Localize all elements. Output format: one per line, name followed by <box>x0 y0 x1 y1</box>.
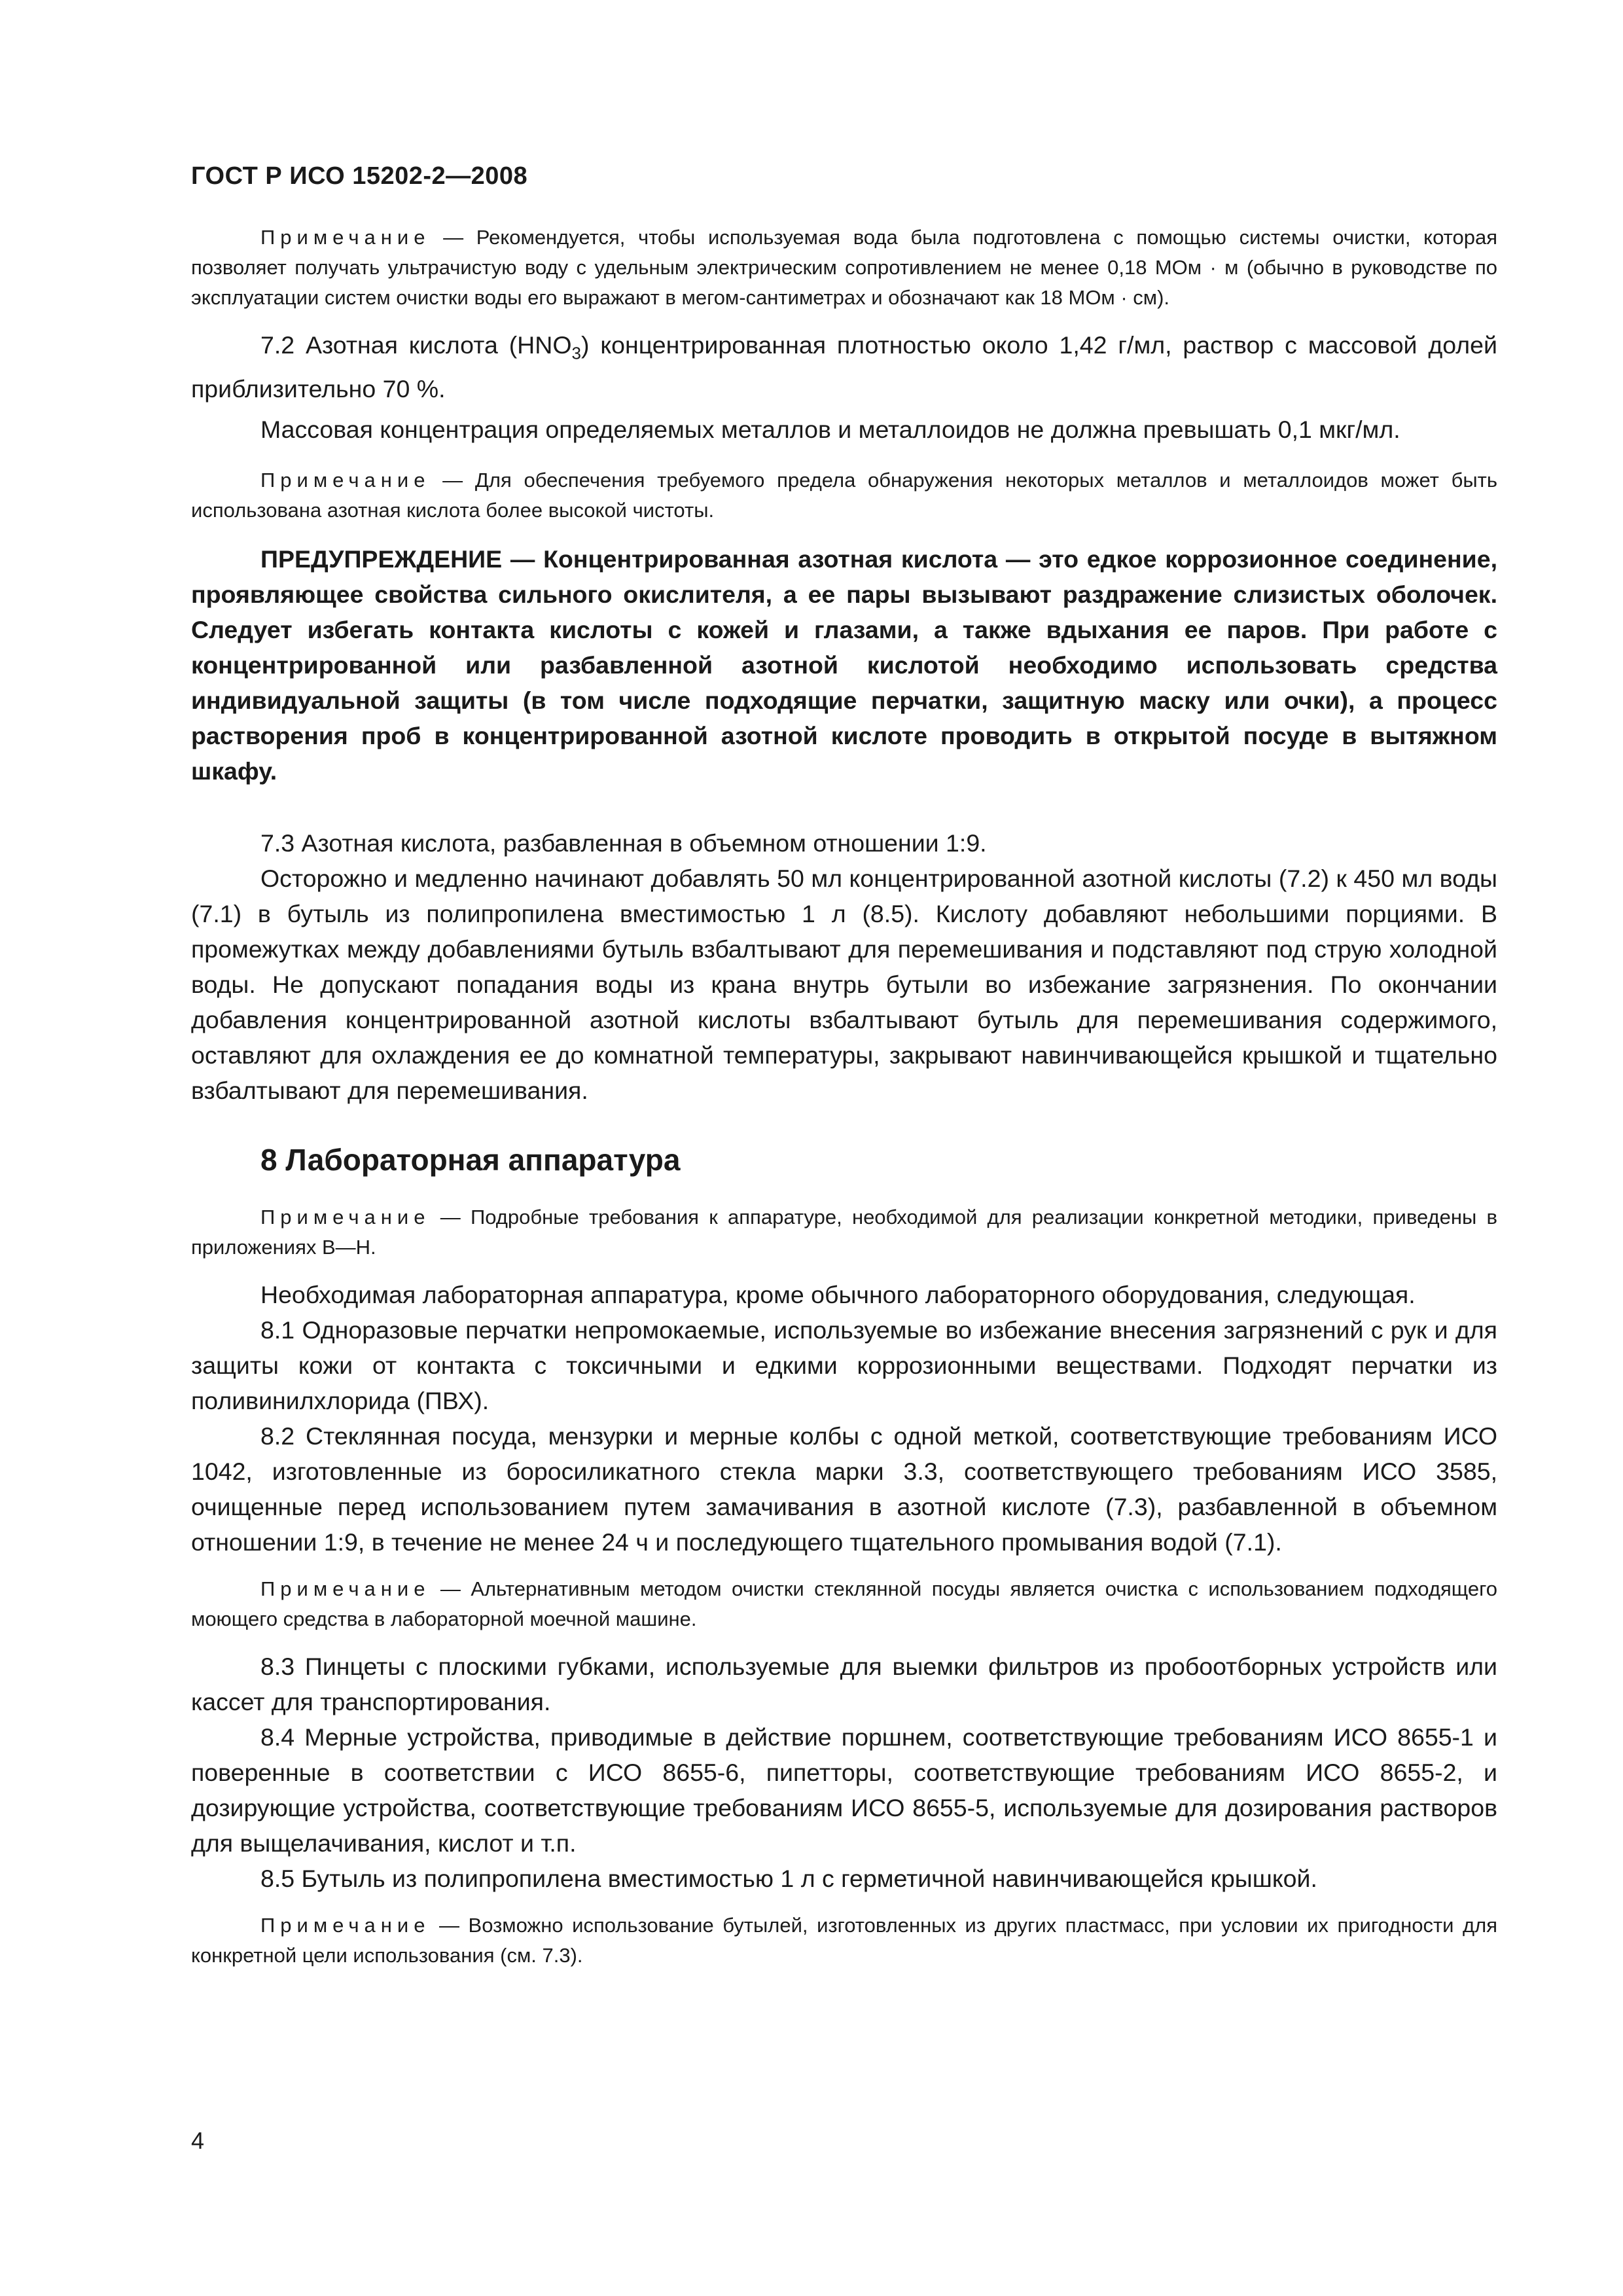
note-label: Примечание <box>260 226 431 249</box>
note-text: — Для обеспечения требуемого предела обнаружения некоторых металлов и металлоидов может быть использована азотная кислота более высокой чистоты. <box>191 468 1497 522</box>
paragraph-7-2-text: 7.2 Азотная кислота (HNO <box>260 331 572 359</box>
page-content <box>191 223 1497 1971</box>
paragraph-7-3-procedure: Осторожно и медленно начинают добавлять 50 мл концентрированной азотной кислоты (7.2) к 450 мл воды (7.1) в бутыль из полипропилена вместимостью 1 л (8.5). Кислоту добавляют небольшими порциями. В промежутках между добавлениями бутыль взбалтывают для перемешивания и подставляют под струю холодной воды. Не допускают попадания воды из крана внутрь бутыли во избежание загрязнения. По окончании добавления концентрированной азотной кислоты взбалтывают бутыль для перемешивания содержимого, оставляют для охлаждения ее до комнатной температуры, закрывают навинчивающейся крышкой и тщательно взбалтывают для перемешивания. <box>191 864 1497 1104</box>
paragraph-7-2 <box>191 327 1497 406</box>
note-label: Примечание <box>260 1577 431 1600</box>
paragraph-8-3: 8.3 Пинцеты с плоскими губками, используемые для выемки фильтров из пробоотборных устройств или кассет для транспортирования. <box>191 1652 1497 1715</box>
paragraph-8-4: 8.4 Мерные устройства, приводимые в действие поршнем, соответствующие требованиям ИСО 8655-1 и поверенные в соответствии с ИСО 8655-6, пипетторы, соответствующие требованиям ИСО 8655-2, и дозирующие устройства, соответствующие требованиям ИСО 8655-5, используемые для дозирования растворов для выщелачивания, кислот и т.п. <box>191 1723 1497 1857</box>
paragraph-8-2: 8.2 Стеклянная посуда, мензурки и мерные колбы с одной меткой, соответствующие требованиям ИСО 1042, изготовленные из боросиликатного стекла марки 3.3, соответствующего требованиям ИСО 3585, очищенные перед использованием путем замачивания в азотной кислоте (7.3), разбавленной в объемном отношении 1:9, в течение не менее 24 ч и последующего тщательного промывания водой (7.1). <box>191 1422 1497 1556</box>
section-heading-8: 8 Лабораторная аппаратура <box>260 1142 681 1177</box>
note-glassware-cleaning <box>191 1574 1497 1634</box>
paragraph-7-2-text-end: ) концентрированная плотностью около 1,42 г/мл, раствор с массовой долей приблизительно 70 %. <box>191 331 1497 403</box>
paragraph-8-intro: Необходимая лабораторная аппаратура, кроме обычного лабораторного оборудования, следующая. <box>260 1280 1416 1308</box>
paragraph-8-5: 8.5 Бутыль из полипропилена вместимостью 1 л с герметичной навинчивающейся крышкой. <box>260 1864 1317 1892</box>
note-label: Примечание <box>260 1913 431 1937</box>
note-text: — Возможно использование бутылей, изготовленных из других пластмасс, при условии их пригодности для конкретной цели использования (см. 7.3). <box>191 1913 1497 1967</box>
paragraph-7-2-concentration: Массовая концентрация определяемых металлов и металлоидов не должна превышать 0,1 мкг/мл. <box>260 415 1400 443</box>
paragraph-8-1: 8.1 Одноразовые перчатки непромокаемые, используемые во избежание внесения загрязнений с рук и для защиты кожи от контакта с токсичными и едкими коррозионными веществами. Подходят перчатки из поливинилхлорида (ПВХ). <box>191 1316 1497 1414</box>
page-number: 4 <box>191 2127 205 2154</box>
note-nitric-acid-purity <box>191 465 1497 526</box>
warning-block: ПРЕДУПРЕЖДЕНИЕ — Концентрированная азотная кислота — это едкое коррозионное соединение, проявляющее свойства сильного окислителя, а ее пары вызывают раздражение слизистых оболочек. Следует избегать контакта кислоты с кожей и глазами, а также вдыхания ее паров. При работе с концентрированной или разбавленной азотной кислотой необходимо использовать средства индивидуальной защиты (в том числе подходящие перчатки, защитную маску или очки), а процесс растворения проб в концентрированной азотной кислоте проводить в открытой посуде в вытяжном шкафу. <box>191 545 1497 785</box>
note-apparatus-requirements <box>191 1202 1497 1263</box>
paragraph-7-3: 7.3 Азотная кислота, разбавленная в объемном отношении 1:9. <box>260 829 987 857</box>
note-text: — Подробные требования к аппаратуре, необходимой для реализации конкретной методики, приведены в приложениях В—Н. <box>191 1205 1497 1259</box>
note-other-plastics <box>191 1910 1497 1971</box>
standard-header: ГОСТ Р ИСО 15202-2—2008 <box>191 162 528 190</box>
note-label: Примечание <box>260 468 431 492</box>
note-label: Примечание <box>260 1205 431 1229</box>
note-text: — Рекомендуется, чтобы используемая вода была подготовлена с помощью системы очистки, которая позволяет получать ультрачистую воду с удельным электрическим сопротивлением не менее 0,18 МОм · м (обычно в руководстве по эксплуатации систем очистки воды его выражают в мегом-сантиметрах и обозначают как 18 МОм · см). <box>191 226 1497 309</box>
note-text: — Альтернативным методом очистки стеклянной посуды является очистка с использованием подходящего моющего средства в лабораторной моечной машине. <box>191 1577 1497 1630</box>
note-water-purification <box>191 223 1497 313</box>
subscript: 3 <box>571 343 581 363</box>
